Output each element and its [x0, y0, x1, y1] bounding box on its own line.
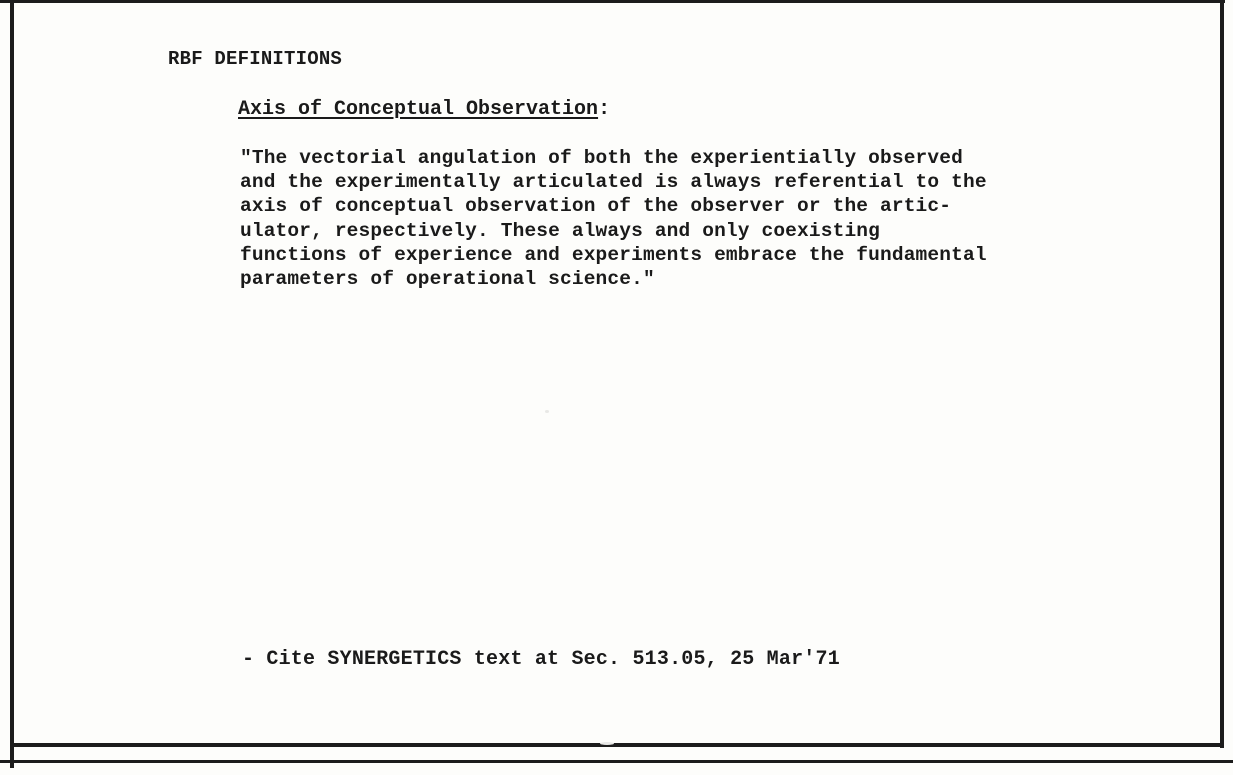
- quote-line: and the experimentally articulated is always referential to the: [240, 171, 987, 194]
- page-edge-line: [0, 760, 1233, 763]
- citation: - Cite SYNERGETICS text at Sec. 513.05, 25 Mar'71: [242, 648, 840, 671]
- quote-line: parameters of operational science.": [240, 268, 655, 291]
- definition-term-colon: :: [598, 98, 611, 121]
- quote-line: ulator, respectively. These always and only coexisting: [240, 219, 881, 242]
- card-border-left: [10, 0, 14, 768]
- page-title: RBF DEFINITIONS: [168, 48, 343, 70]
- definition-term-label: Axis of Conceptual Observation: [238, 98, 599, 121]
- card-border-right: [1220, 0, 1224, 748]
- paper-speck: [545, 410, 549, 413]
- card-border-top: [0, 0, 1225, 3]
- definition-term: [238, 98, 610, 121]
- quote-line: axis of conceptual observation of the observer or the artic-: [240, 195, 952, 218]
- quote-line: functions of experience and experiments embrace the fundamental: [240, 243, 987, 266]
- definition-quote: [240, 146, 1215, 291]
- quote-line: "The vectorial angulation of both the experientially observed: [240, 147, 963, 169]
- paper-speck: [600, 742, 614, 745]
- card-border-bottom: [10, 743, 1224, 747]
